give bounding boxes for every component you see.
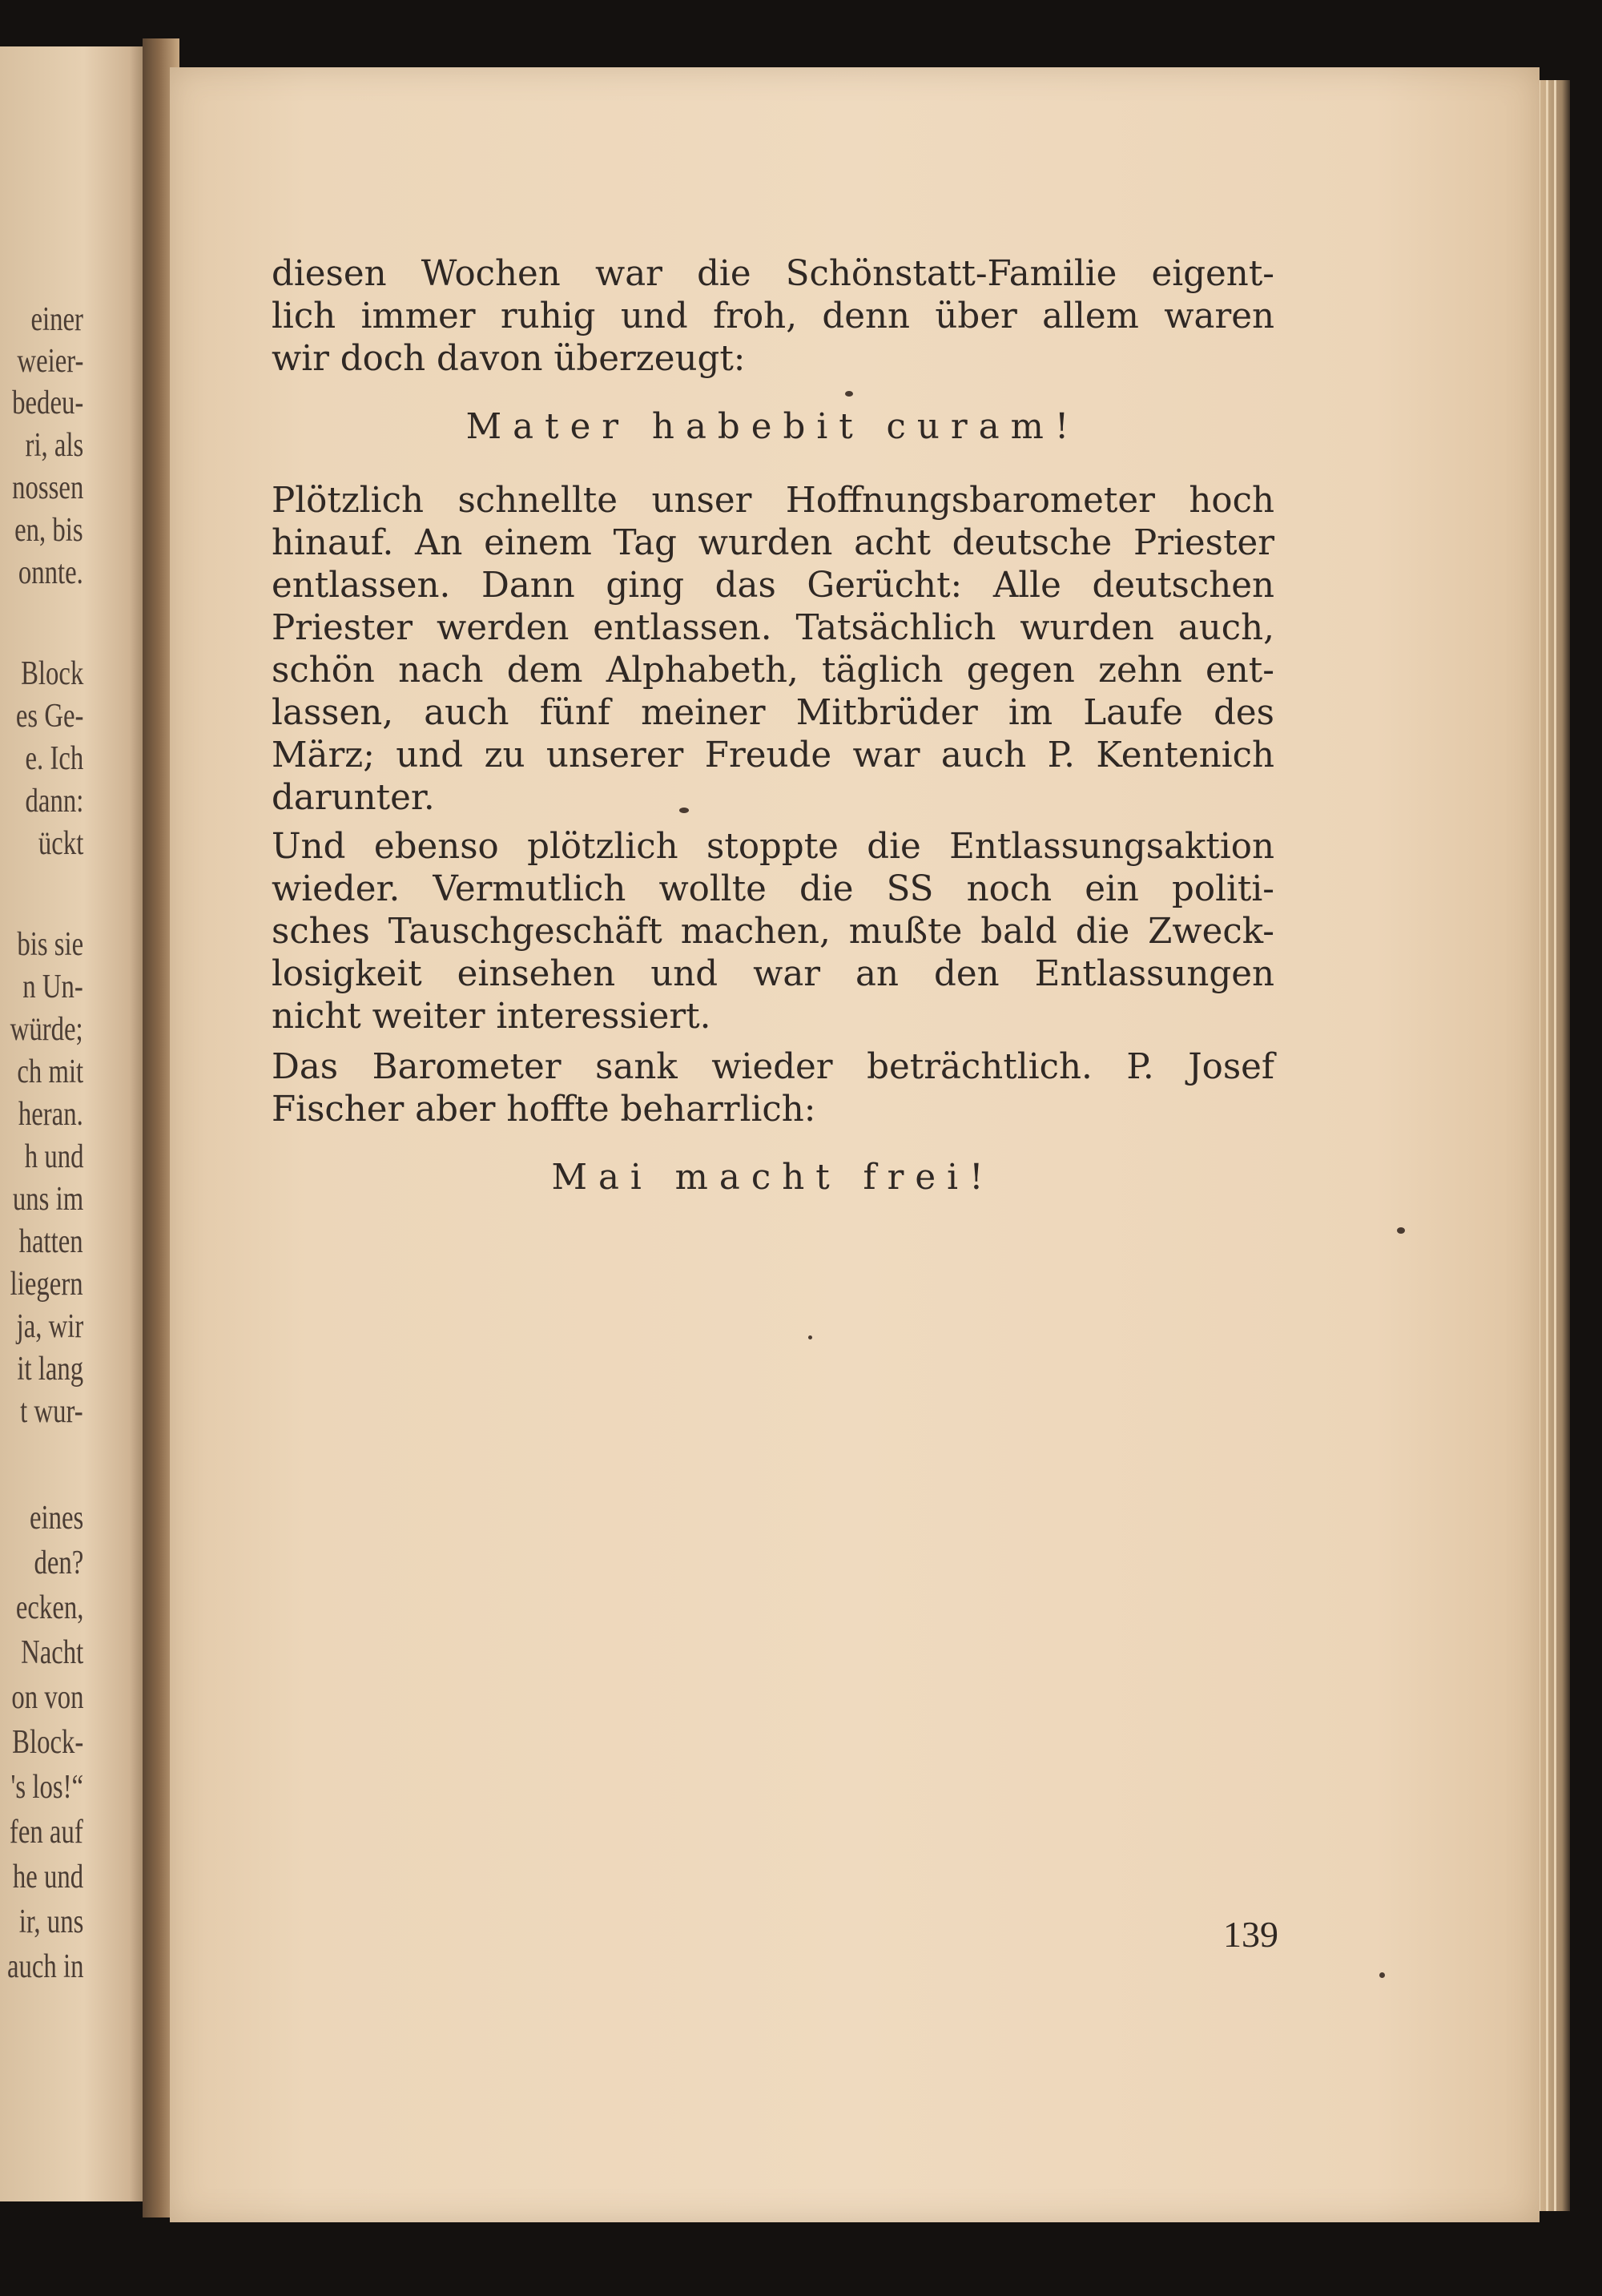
page-number: 139 [1223,1914,1278,1955]
text-line: schön nach dem Alphabeth, täglich gegen zehn ent- [272,651,1274,691]
motto-mai-macht-frei: Mai macht frei! [551,1158,995,1198]
left-page-fragment: ri, als [25,427,83,464]
left-page-fragment: Block [20,655,83,692]
ink-speck [808,1335,812,1339]
left-page-fragment: it lang [17,1351,83,1388]
previous-page-edge [0,46,152,2201]
page-text [272,253,1274,1202]
text-line: lassen, auch fünf meiner Mitbrüder im Laufe des [272,693,1274,733]
text-line: hinauf. An einem Tag wurden acht deutsche Priester [272,523,1274,563]
left-page-fragment: es Ge- [15,698,83,735]
left-page-fragment: bedeu- [11,385,83,421]
text-line: Priester werden entlassen. Tatsächlich wurden auch, [272,608,1274,648]
left-page-fragment: e. Ich [25,740,83,777]
left-page-fragment: würde; [10,1011,83,1048]
text-line: Fischer aber hoffte beharrlich: [272,1090,816,1130]
left-page-fragment: ja, wir [16,1308,83,1345]
left-page-fragment: fen auf [10,1814,83,1851]
text-line: wieder. Vermutlich wollte die SS noch ein politi- [272,869,1274,909]
left-page-fragment: hatten [18,1223,83,1260]
ink-speck [845,391,853,397]
text-line: nicht weiter interessiert. [272,997,711,1037]
text-line: darunter. [272,778,435,818]
left-page-fragment: nossen [11,469,83,506]
left-page-fragment: n Un- [22,969,83,1005]
text-line: diesen Wochen war die Schönstatt-Familie eigent- [272,254,1274,294]
ink-speck [1379,1972,1385,1978]
motto-mater-habebit-curam: Mater habebit curam! [465,407,1081,447]
text-line: wir doch davon überzeugt: [272,339,746,379]
left-page-fragment: onnte. [18,554,83,591]
text-line: Und ebenso plötzlich stoppte die Entlassungsaktion [272,827,1274,867]
left-page-fragment: heran. [18,1096,83,1133]
left-page-fragment: bis sie [17,926,83,963]
left-page-fragment: 's los!“ [10,1769,83,1806]
left-page-fragment: Nacht [20,1634,83,1671]
text-line: Das Barometer sank wieder beträchtlich. P. Josef [272,1047,1274,1087]
left-page-fragment: he und [12,1859,83,1895]
text-line: lich immer ruhig und froh, denn über allem waren [272,296,1274,336]
paragraph-1 [272,253,1274,381]
paragraph-2 [272,480,1274,820]
text-line: sches Tauschgeschäft machen, mußte bald die Zweck- [272,912,1274,952]
left-page-fragment: h und [24,1138,83,1175]
left-page-fragment: t wur- [20,1393,83,1430]
left-page-fragment: auch in [6,1948,83,1985]
text-line: entlassen. Dann ging das Gerücht: Alle deutschen [272,566,1274,606]
ink-speck [1397,1227,1405,1234]
left-page-fragment: ch mit [17,1053,83,1090]
ink-speck [679,808,689,813]
left-page-fragment: Block- [11,1724,83,1761]
left-page-fragment: ir, uns [18,1903,83,1940]
left-page-fragment: ückt [38,825,83,862]
left-page-fragment: ecken, [15,1589,83,1626]
left-page-fragment: uns im [12,1181,83,1218]
left-page-fragment: on von [10,1679,83,1716]
paragraph-3 [272,826,1274,1038]
left-page-fragment: einer [30,301,83,338]
text-line: losigkeit einsehen und war an den Entlassungen [272,954,1274,994]
paragraph-4 [272,1046,1274,1131]
text-line: März; und zu unserer Freude war auch P. Kentenich [272,735,1274,775]
left-page-fragment: eines [29,1500,83,1537]
left-page-fragment: weier- [16,343,83,380]
text-line: Plötzlich schnellte unser Hoffnungsbarometer hoch [272,481,1274,521]
left-page-fragment: dann: [25,783,83,820]
left-page-fragment: liegern [10,1266,83,1303]
left-page-fragment: den? [34,1545,83,1581]
left-page-fragment: en, bis [14,512,83,549]
